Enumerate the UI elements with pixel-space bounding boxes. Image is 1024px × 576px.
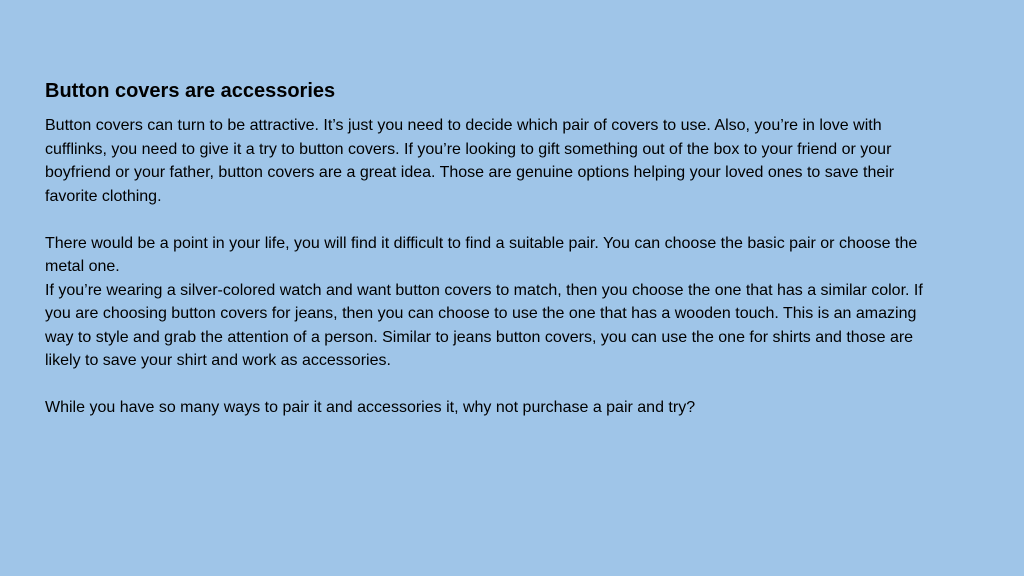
page-title: Button covers are accessories bbox=[45, 80, 336, 102]
text-block bbox=[45, 78, 945, 420]
paragraph-matching-covers: If you’re wearing a silver-colored watch and want button covers to match, then you choose the one that has a similar color. If you are choosing button covers for jeans, then you can choose to use the one that has a wooden touch. This is an amazing way to style and grab the attention of a person. Similar to jeans button covers, you can use the one for shirts and those are likely to save your shirt and work as accessories. bbox=[45, 281, 923, 369]
paragraph-closing: While you have so many ways to pair it and accessories it, why not purchase a pair and try? bbox=[45, 399, 696, 416]
paragraph-spacer bbox=[45, 373, 945, 397]
paragraph-intro: Button covers can turn to be attractive. It’s just you need to decide which pair of covers to use. Also, you’re in love with cufflinks, you need to give it a try to button covers. If you’re looking to gift something out of the box to your friend or your boyfriend or your father, button covers are a great idea. Those are genuine options helping your loved ones to save their favorite clothing. bbox=[45, 117, 895, 205]
paragraph-suitable-pair: There would be a point in your life, you will find it difficult to find a suitable pair. You can choose the basic pair or choose the metal one. bbox=[45, 234, 918, 275]
paragraph-spacer bbox=[45, 208, 945, 232]
